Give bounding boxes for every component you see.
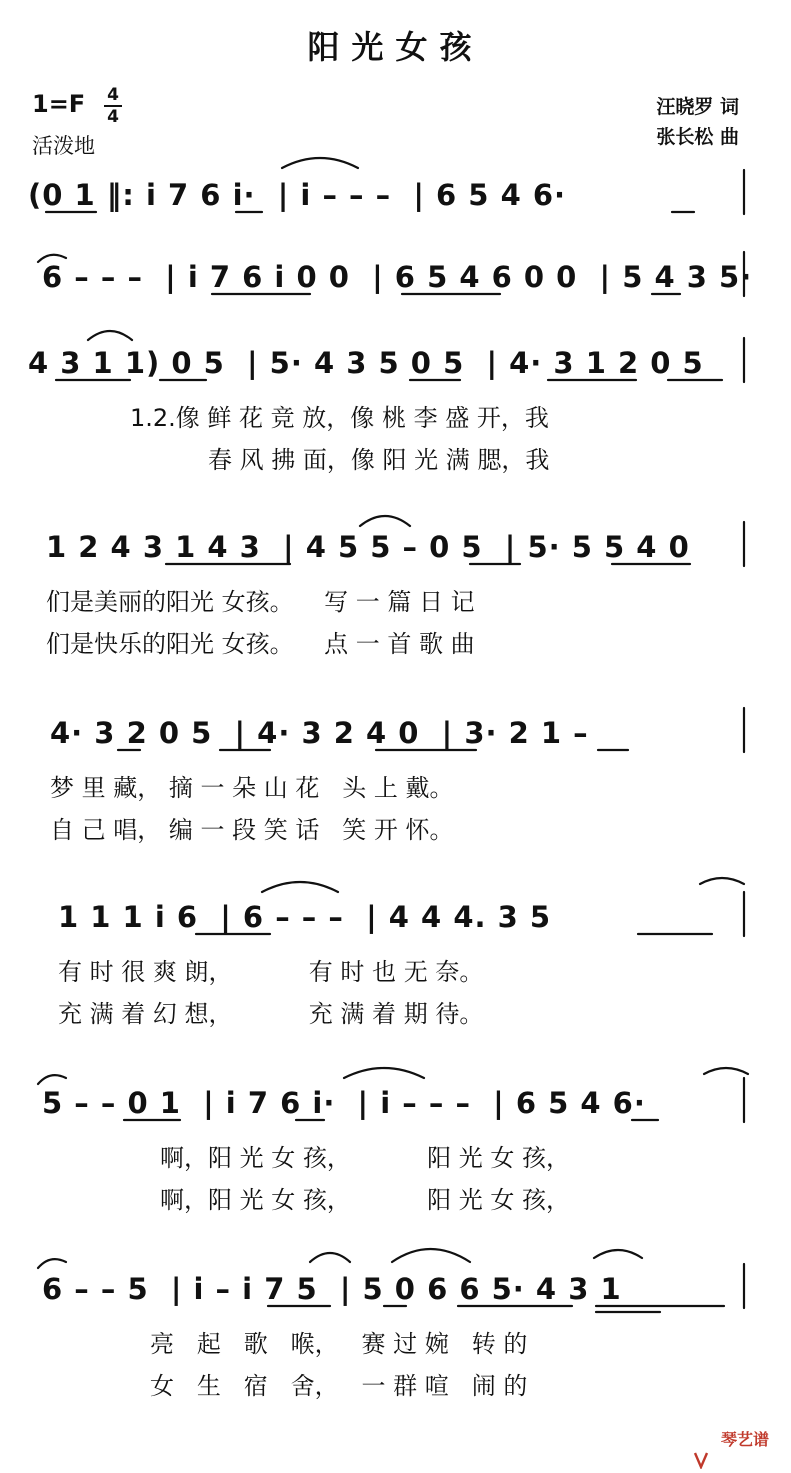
- tempo-marking: 活泼地: [32, 134, 95, 158]
- time-signature-top: 4: [107, 85, 119, 105]
- tie-slur: [38, 1259, 66, 1268]
- lyricist-credit: 汪晓罗 词: [656, 96, 739, 118]
- notation-row-6: 1 1 1 i 6 | 6 – – – | 4 4 4. 3 5: [58, 900, 552, 934]
- tie-slur: [38, 1075, 66, 1084]
- tie-slur: [594, 1250, 642, 1258]
- tie-slur: [88, 331, 132, 340]
- notation-row-5: 4· 3 2 0 5 | 4· 3 2 4 0 | 3· 2 1 –: [50, 716, 589, 750]
- notation-row-2: 6 – – – | i 7 6 i 0 0 | 6 5 4 6 0 0 | 5 4 3 5·: [42, 260, 753, 294]
- lyric-row-5-verse-2: 自 己 唱， 编 一 段 笑 话 笑 开 怀。: [50, 816, 454, 844]
- lyric-row-7-verse-1: 啊，阳 光 女 孩， 阳 光 女 孩，: [160, 1144, 571, 1172]
- composer-credit: 张长松 曲: [656, 126, 739, 148]
- notation-row-3: 4 3 1 1) 0 5 | 5· 4 3 5 0 5 | 4· 3 1 2 0 5: [28, 346, 704, 380]
- tie-slur: [344, 1068, 424, 1078]
- lyric-row-6-verse-1: 有 时 很 爽 朗， 有 时 也 无 奈。: [58, 958, 484, 986]
- notation-row-7: 5 – – 0 1 | i 7 6 i· | i – – – | 6 5 4 6·: [42, 1086, 646, 1120]
- tie-slur: [700, 878, 744, 884]
- key-signature: 1=F: [32, 90, 86, 118]
- watermark-text: 琴艺谱: [720, 1430, 769, 1449]
- tie-slur: [38, 255, 66, 262]
- lyric-row-6-verse-2: 充 满 着 幻 想， 充 满 着 期 待。: [58, 1000, 484, 1028]
- score-title: 阳光女孩: [307, 28, 484, 66]
- notation-row-8: 6 – – 5 | i – i 7 5 | 5 0 6 6 5· 4 3 1: [42, 1272, 622, 1306]
- tie-slur: [282, 158, 358, 168]
- tie-slur: [392, 1249, 470, 1262]
- lyric-row-5-verse-1: 梦 里 藏， 摘 一 朵 山 花 头 上 戴。: [50, 774, 454, 802]
- tie-slur: [310, 1253, 350, 1262]
- notation-row-1: (0 1 ‖: i 7 6 i· | i – – – | 6 5 4 6·: [28, 178, 567, 212]
- notation-row-4: 1 2 4 3 1 4 3 | 4 5 5 – 0 5 | 5· 5 5 4 0: [46, 530, 690, 564]
- lyric-row-7-verse-2: 啊，阳 光 女 孩， 阳 光 女 孩，: [160, 1186, 571, 1214]
- lyric-row-3-verse-2: 春 风 拂 面，像 阳 光 满 腮，我: [208, 446, 550, 474]
- lyric-row-4-verse-1: 们是美丽的阳光 女孩。 写 一 篇 日 记: [46, 588, 475, 616]
- lyric-row-8-verse-1: 亮 起 歌 喉， 赛 过 婉 转 的: [150, 1330, 528, 1358]
- time-signature-bottom: 4: [107, 107, 119, 127]
- tie-slur: [704, 1068, 748, 1074]
- watermark-icon: [683, 1432, 699, 1450]
- tie-slur: [262, 882, 338, 892]
- lyric-row-3-verse-1: 1.2.像 鲜 花 竞 放，像 桃 李 盛 开，我: [130, 404, 549, 432]
- tie-slur: [360, 516, 410, 526]
- lyric-row-4-verse-2: 们是快乐的阳光 女孩。 点 一 首 歌 曲: [46, 630, 475, 658]
- lyric-row-8-verse-2: 女 生 宿 舍， 一 群 喧 闹 的: [150, 1372, 528, 1400]
